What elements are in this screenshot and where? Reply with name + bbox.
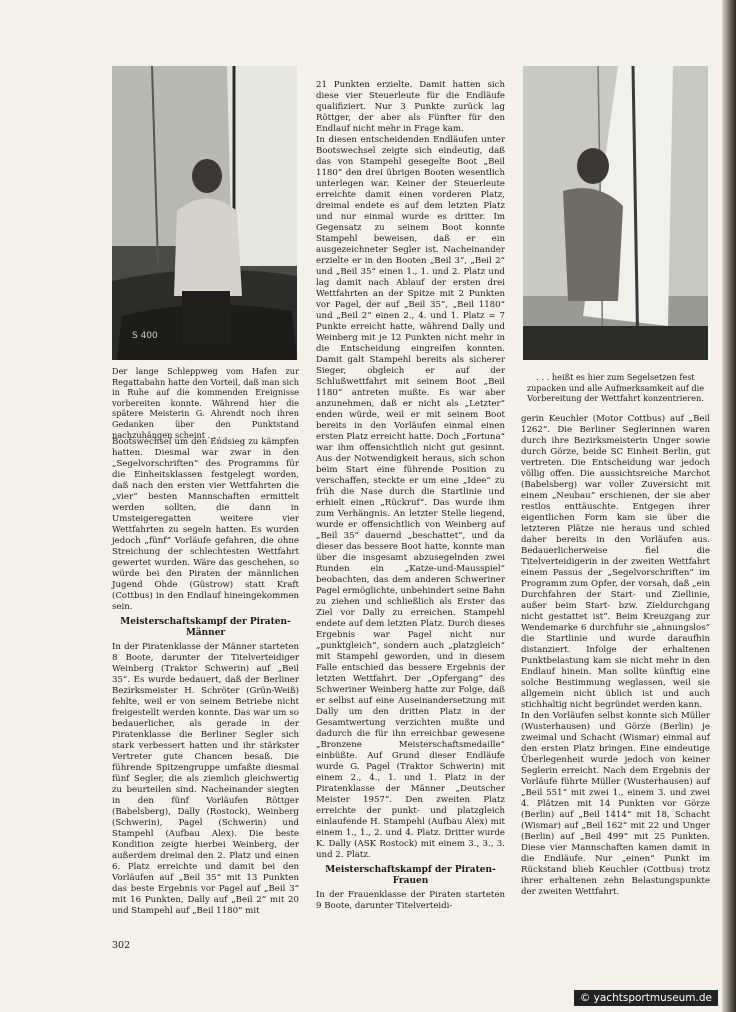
sail-number: S 400 [132, 331, 158, 341]
col2-paragraph-1: 21 Punkten erzielte. Damit hatten sich diese vier Steuerleute für die Endläufe qualifiziert. Nur 3 Punkte zurück lag Röttger, der aber als Fünfter für den Endlauf nicht mehr in Frage kam. [316, 80, 505, 134]
caption-right: . . . heißt es hier zum Segelsetzen fest zupacken und alle Aufmerksamkeit auf die Vorbereitung der Wettfahrt konzentrieren. [526, 372, 705, 404]
column-2 [316, 80, 505, 912]
col3-paragraph-2: In den Vorläufen selbst konnte sich Müller (Wusterhausen) und Görze (Berlin) je zweimal und Schacht (Wismar) einmal auf den ersten Platz bringen. Eine eindeutige Überlegenheit wurde jedoch von keiner Seglerin erreicht. Nach dem Ergebnis der Vorläufe führte Müller (Wusterhausen) auf „Beil 551“ mit zwei 1., einem 3. und zwei 4. Plätzen mit 14 Punkten vor Görze (Berlin) auf „Beil 1414“ mit 18, Schacht (Wismar) auf „Beil 162“ mit 22 und Unger (Berlin) auf „Beil 499“ mit 25 Punkten. Diese vier Mannschaften kamen damit in die Endläufe. Nur „einen“ Punkt im Rückstand blieb Keuchler (Cottbus) trotz ihrer erhaltenen zehn Belastungspunkte der zweiten Wettfahrt. [521, 711, 710, 897]
photo-left-image [112, 66, 297, 360]
col1-paragraph-2: In der Piratenklasse der Männer starteten 8 Boote, darunter der Titelverteidiger Weinberg (Traktor Schwerin) auf „Beil 35“. Es wurde bedauert, daß der Berliner Bezirksmeister H. Schröter (Grün-Weiß) fehlte, weil er von seinem Betriebe nicht freigestellt werden konnte. Das war um so bedauerlicher, als gerade in der Piratenklasse die Berliner Segler sich stark verbessert hatten und ihr stärkster Vertreter gute Chancen besaß. Die führende Spitzengruppe umfaßte diesmal fünf Segler, die als ziemlich gleichwertig zu beurteilen sind. Nacheinander siegten in den fünf Vorläufen Röttger (Babelsberg), Dally (Rostock), Weinberg (Schwerin), Pagel (Schwerin) und Stampehl (Aufbau Alex). Die beste Kondition zeigte hierbei Weinberg, der außerdem dreimal den 2. Platz und einen 6. Platz erreichte und damit bei den Vorläufen auf „Beil 35“ mit 13 Punkten das beste Ergebnis vor Pagel auf „Beil 3“ mit 16 Punkten, Dally auf „Beil 2“ mit 20 und Stampehl auf „Beil 1180“ mit [112, 642, 299, 916]
heading-piraten-maenner: Meisterschaftskampf der Piraten-Männer [120, 617, 291, 638]
heading-piraten-frauen: Meisterschaftskampf der Piraten-Frauen [325, 865, 496, 886]
column-1 [112, 437, 299, 917]
book-spine [722, 0, 736, 1012]
col1-paragraph-1: Bootswechsel um den Endsieg zu kämpfen hatten. Diesmal war zwar in den „Segelvorschriften“ des Programms für die Einheitsklassen festgelegt worden, daß nach den ersten vier Wettfahrten die „vier“ besten Mannschaften ermittelt werden sollten, die dann in Umsteigeregatten weitere vier Wettfahrten zu segeln hatten. Es wurden jedoch „fünf“ Vorläufe gefahren, die ohne Streichung der schlechtesten Wettfahrt gewertet wurden. Wäre das geschehen, so würde bei den Piraten der männlichen Jugend Ohde (Güstrow) statt Kraft (Cottbus) in den Endlauf hineingekommen sein. [112, 437, 299, 612]
photo-left [112, 66, 297, 360]
col2-paragraph-3: In der Frauenklasse der Piraten starteten 9 Boote, darunter Titelverteidi- [316, 890, 505, 911]
column-3 [521, 414, 710, 898]
col2-paragraph-2: In diesen entscheidenden Endläufen unter Bootswechsel zeigte sich eindeutig, daß das von Stampehl gesegelte Boot „Beil 1180“ den drei übrigen Booten wesentlich unterlegen war. Keiner der Steuerleute erreichte damit einen vorderen Platz, dreimal endete es auf dem letzten Platz und nur einmal wurde es dritter. Im Gegensatz zu seinem Boot konnte Stampehl beweisen, daß er ein ausgezeichneter Segler ist. Nacheinander erzielte er in den Booten „Beil 3“, „Beil 2“ und „Beil 35“ einen 1., 1. und 2. Platz und lag damit nach Ablauf der ersten drei Wettfahrten an der Spitze mit 2 Punkten vor Pagel, der auf „Beil 35“, „Beil 1180“ und „Beil 2“ einen 2., 4. und 1. Platz = 7 Punkte erreicht hatte, während Dally und Weinberg mit je 12 Punkten nicht mehr in die Entscheidung eingreifen konnten. Damit galt Stampehl bereits als sicherer Sieger, obgleich er auf der Schlußwettfahrt mit seinem Boot „Beil 1180“ antreten mußte. Es war aber anzunehmen, daß er nicht als „Letzter“ enden würde, weil er mit seinem Boot bereits in den Vorläufen einmal einen ersten Platz erreicht hatte. Doch „Fortuna“ war ihm offensichtlich nicht gut gesinnt. Aus der Notwendigkeit heraus, sich schon beim Start eine führende Position zu verschaffen, steckte er um eine „Idee“ zu früh die Nase durch die Startlinie und erhielt einen „Rückruf“. Das wurde ihm zum Verhängnis. An letzter Stelle liegend, wurde er offensichtlich von Weinberg auf „Beil 35“ dauernd „beschattet“, und da dieser das bessere Boot hatte, konnte man über die insgesamt abzusegelnden zwei Runden ein „Katze-und-Mausspiel“ beobachten, das dem anderen Schweriner Pagel ermöglichte, unbehindert seine Bahn zu ziehen und schließlich als Erster das Ziel vor Dally zu erreichen. Stampehl endete auf dem letzten Platz. Durch dieses Ergebnis war Pagel nicht nur „punktgleich“, sondern auch „platzgleich“ mit Stampehl geworden, und in diesem Falle entschied das bessere Ergebnis der letzten Wettfahrt. Der „Opfergang“ des Schweriner Weinberg hatte zur Folge, daß er selbst auf eine Auseinandersetzung mit Dally um den dritten Platz in der Gesamtwertung verzichten mußte und dadurch die für ihn erreichbar gewesene „Bronzene Meisterschaftsmedaille“ einbüßte. Auf Grund dieser Endläufe wurde G. Pagel (Traktor Schwerin) mit einem 2., 4., 1. und 1. Platz in der Piratenklasse der Männer „Deutscher Meister 1957“. Den zweiten Platz erreichte der punkt- und platzgleich einlaufende H. Stampehl (Aufbau Alex) mit einem 1., 1., 2. und 4. Platz. Dritter wurde K. Dally (ASK Rostock) mit einem 3., 3., 3. und 2. Platz. [316, 135, 505, 860]
page-number: 302 [112, 940, 131, 951]
caption-left: Der lange Schleppweg vom Hafen zur Regattabahn hatte den Vorteil, daß man sich in Ruhe auf die kommenden Ereignisse vorbereiten konnte. Während hier die spätere Meisterin G. Ahrendt noch ihren Gedanken über den Punktstand nachzuhängen scheint . . . [112, 366, 299, 440]
col3-paragraph-1: gerin Keuchler (Motor Cottbus) auf „Beil 1262“. Die Berliner Seglerinnen waren durch ihre Bezirksmeisterin Unger sowie durch Görze, beide SC Einheit Berlin, gut vertreten. Die Entscheidung war jedoch völlig offen. Die aussichtsreiche Marchot (Babelsberg) war voller Zuversicht mit einem „Neubau“ erschienen, der sie aber restlos enttäuschte. Entgegen ihrer eigentlichen Form kam sie über die letzteren Plätze nie heraus und schied daher bereits in den Vorläufen aus. Bedauerlicherweise fiel die Titelverteidigerin in der zweiten Wettfahrt einem Passus der „Segelvorschriften“ im Programm zum Opfer, der vorsah, daß „ein Durchfahren der Start- und Ziellinie, außer beim Start- bzw. Zieldurchgang nicht gestattet ist“. Beim Kreuzgang zur Wendemarke 6 durchfuhr sie „ahnungslos“ die Startlinie und wurde daraufhin distanziert. Infolge der erhaltenen Punktbelastung kam sie nicht mehr in den Endlauf hinein. Man sollte künftig eine solche Bestimmung weglassen, weil sie allgemein nicht üblich ist und auch stichhaltig nicht begründet werden kann. [521, 414, 710, 710]
photo-right [523, 66, 708, 360]
photo-right-image [523, 66, 708, 360]
watermark: © yachtsportmuseum.de [574, 990, 718, 1006]
